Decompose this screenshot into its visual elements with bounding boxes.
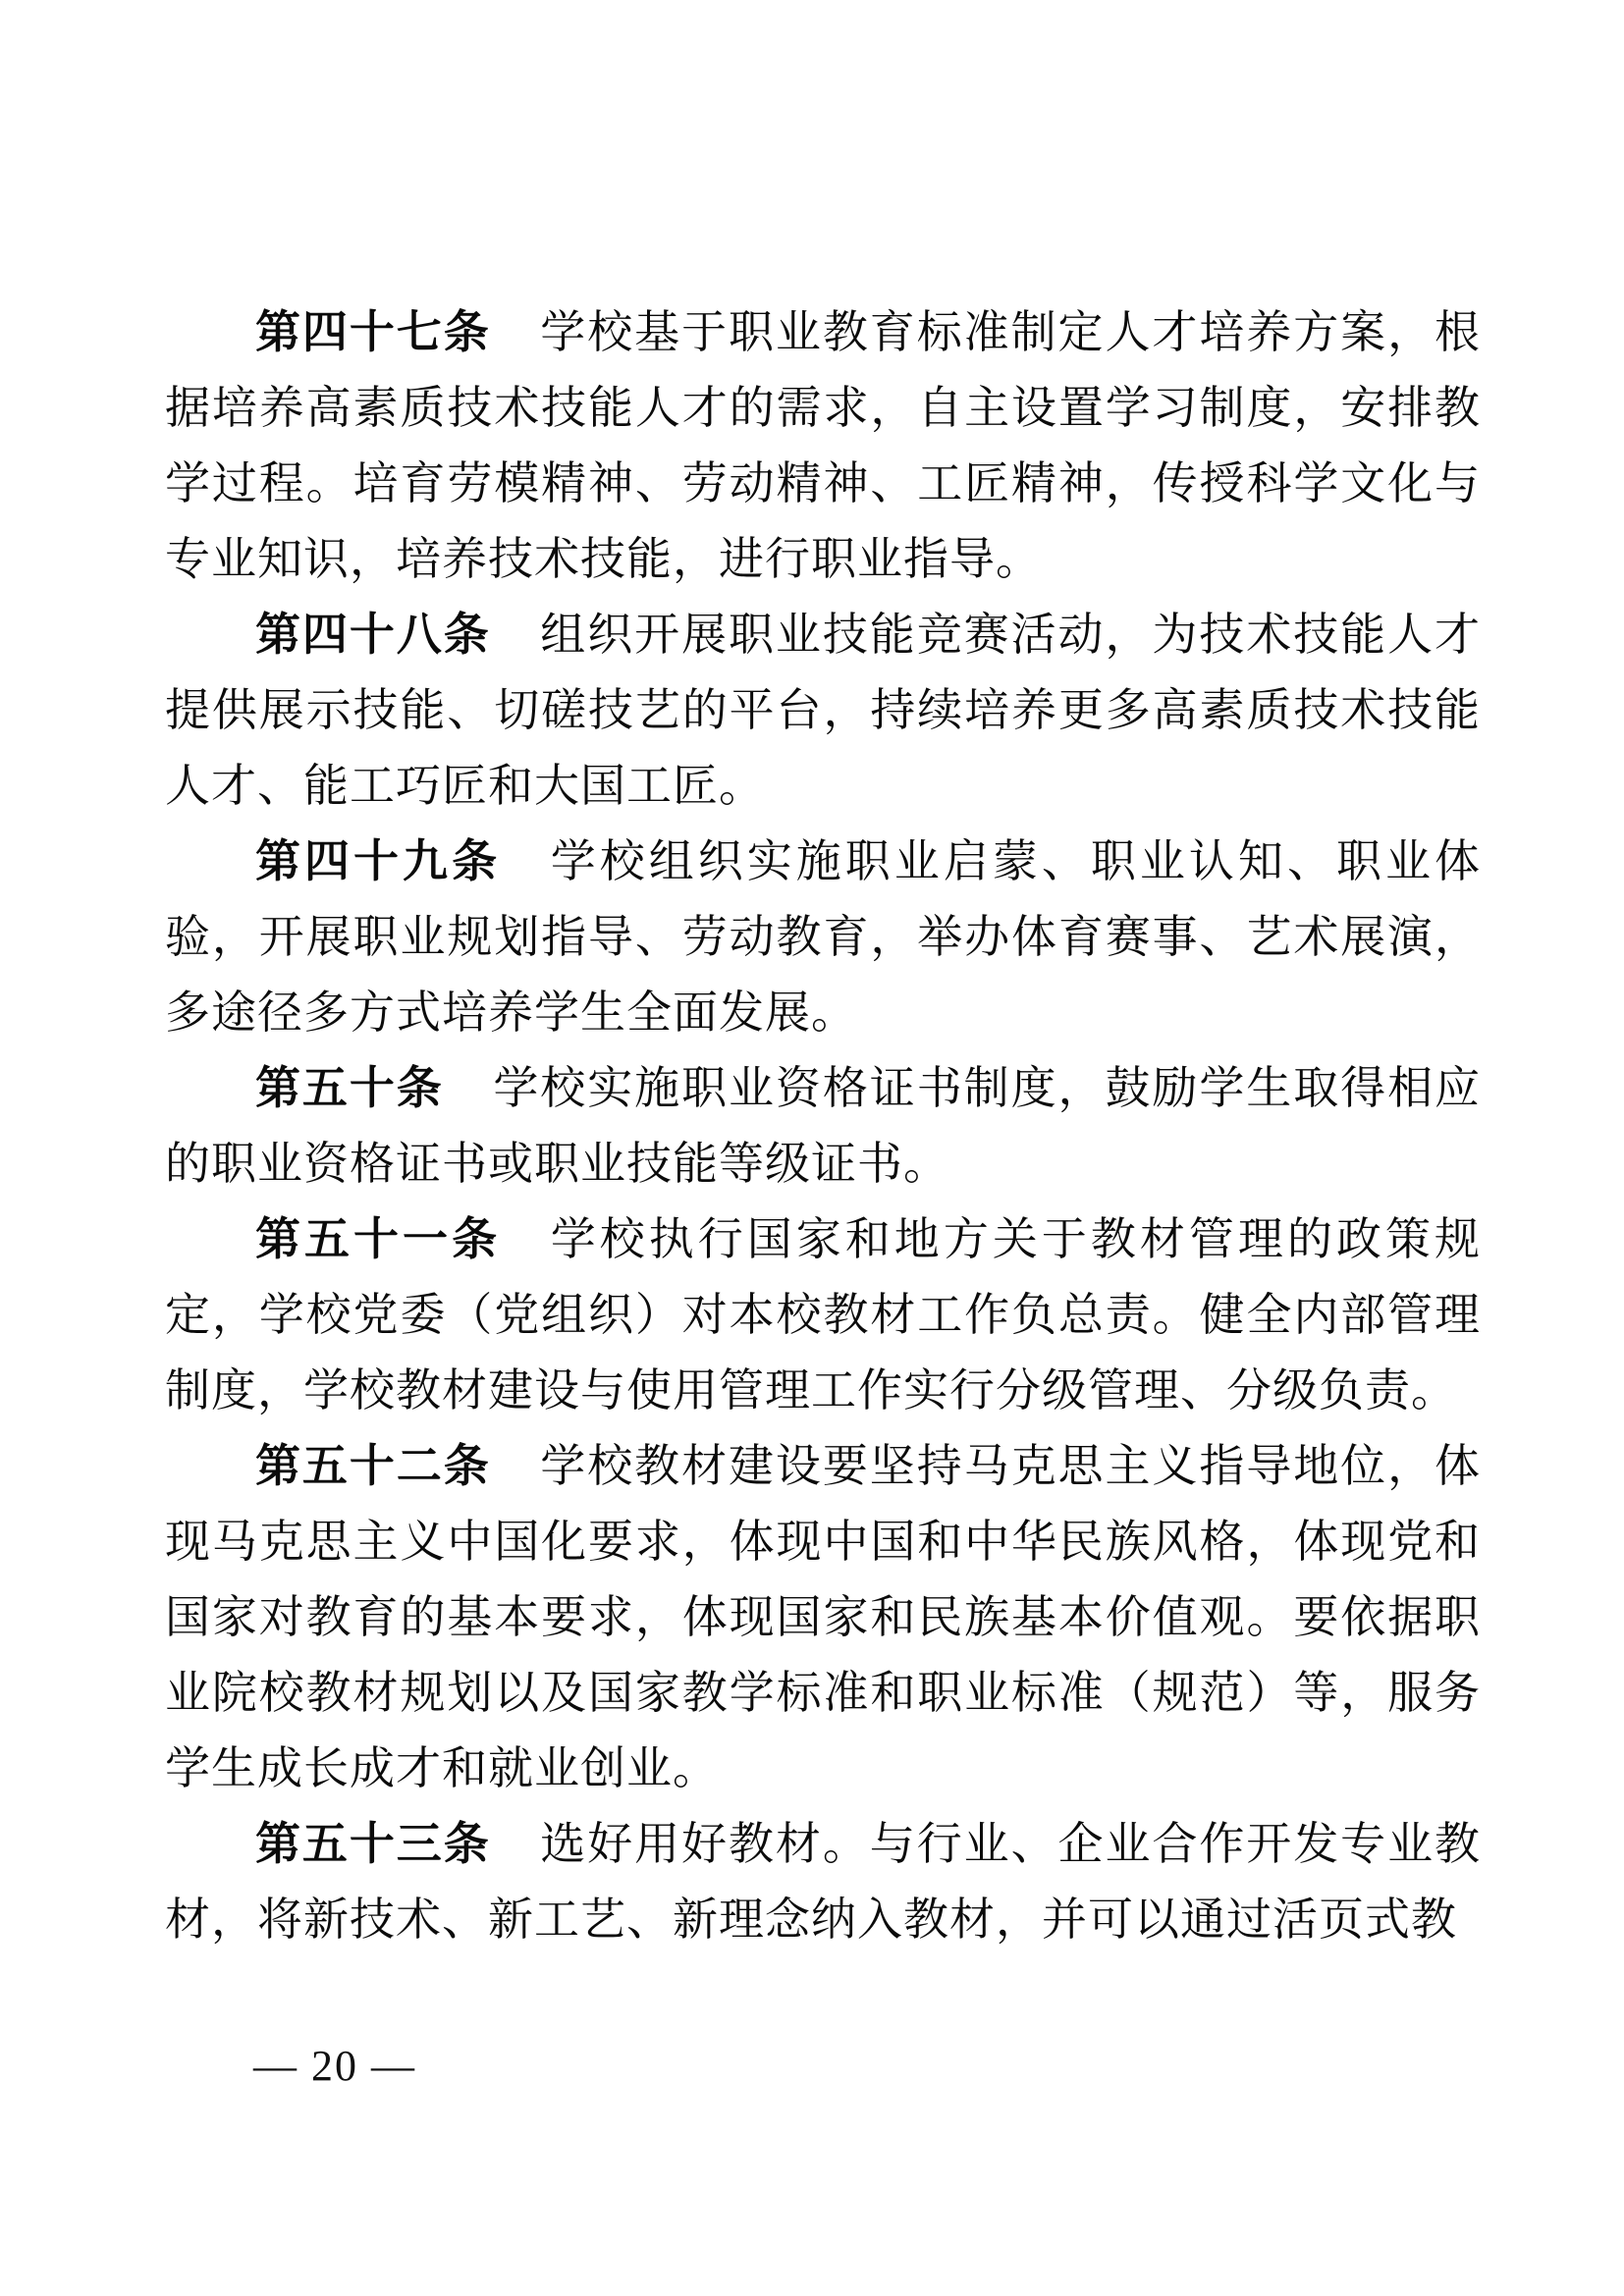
article-50-number: 第五十条 bbox=[255, 1063, 444, 1113]
article-52-text: 学校教材建设要坚持马克思主义指导地位，体现马克思主义中国化要求，体现中国和中华民族风格，体现党和国家对教育的基本要求，体现国家和民族基本价值观。要依据职业院校教材规划以及国家教学标准和职业标准（规范）等，服务学生成长成才和就业创业。 bbox=[165, 1441, 1482, 1793]
article-53-paragraph bbox=[165, 1806, 1481, 1957]
article-50-paragraph bbox=[165, 1050, 1481, 1201]
article-49-number: 第四十九条 bbox=[255, 836, 502, 886]
article-51-paragraph bbox=[165, 1201, 1481, 1428]
article-52-number: 第五十二条 bbox=[255, 1441, 491, 1491]
article-52-paragraph bbox=[165, 1428, 1481, 1806]
document-body bbox=[165, 294, 1481, 1957]
page-number: — 20 — bbox=[253, 2042, 416, 2090]
article-48-paragraph bbox=[165, 597, 1481, 824]
article-51-number: 第五十一条 bbox=[255, 1214, 502, 1264]
article-48-number: 第四十八条 bbox=[255, 610, 491, 660]
article-49-text: 学校组织实施职业启蒙、职业认知、职业体验，开展职业规划指导、劳动教育，举办体育赛事、艺术展演，多途径多方式培养学生全面发展。 bbox=[165, 836, 1482, 1038]
article-49-paragraph bbox=[165, 824, 1481, 1050]
article-48-text: 组织开展职业技能竞赛活动，为技术技能人才提供展示技能、切磋技艺的平台，持续培养更多高素质技术技能人才、能工巧匠和大国工匠。 bbox=[165, 610, 1482, 811]
article-47-paragraph bbox=[165, 294, 1481, 597]
article-47-number: 第四十七条 bbox=[255, 307, 491, 357]
article-53-text: 选好用好教材。与行业、企业合作开发专业教材，将新技术、新工艺、新理念纳入教材，并可以通过活页式教 bbox=[165, 1819, 1482, 1945]
article-51-text: 学校执行国家和地方关于教材管理的政策规定，学校党委（党组织）对本校教材工作负总责。健全内部管理制度，学校教材建设与使用管理工作实行分级管理、分级负责。 bbox=[165, 1214, 1482, 1415]
article-53-number: 第五十三条 bbox=[255, 1819, 491, 1869]
article-47-text: 学校基于职业教育标准制定人才培养方案，根据培养高素质技术技能人才的需求，自主设置学习制度，安排教学过程。培育劳模精神、劳动精神、工匠精神，传授科学文化与专业知识，培养技术技能，进行职业指导。 bbox=[165, 307, 1482, 584]
article-50-text: 学校实施职业资格证书制度，鼓励学生取得相应的职业资格证书或职业技能等级证书。 bbox=[165, 1063, 1481, 1189]
